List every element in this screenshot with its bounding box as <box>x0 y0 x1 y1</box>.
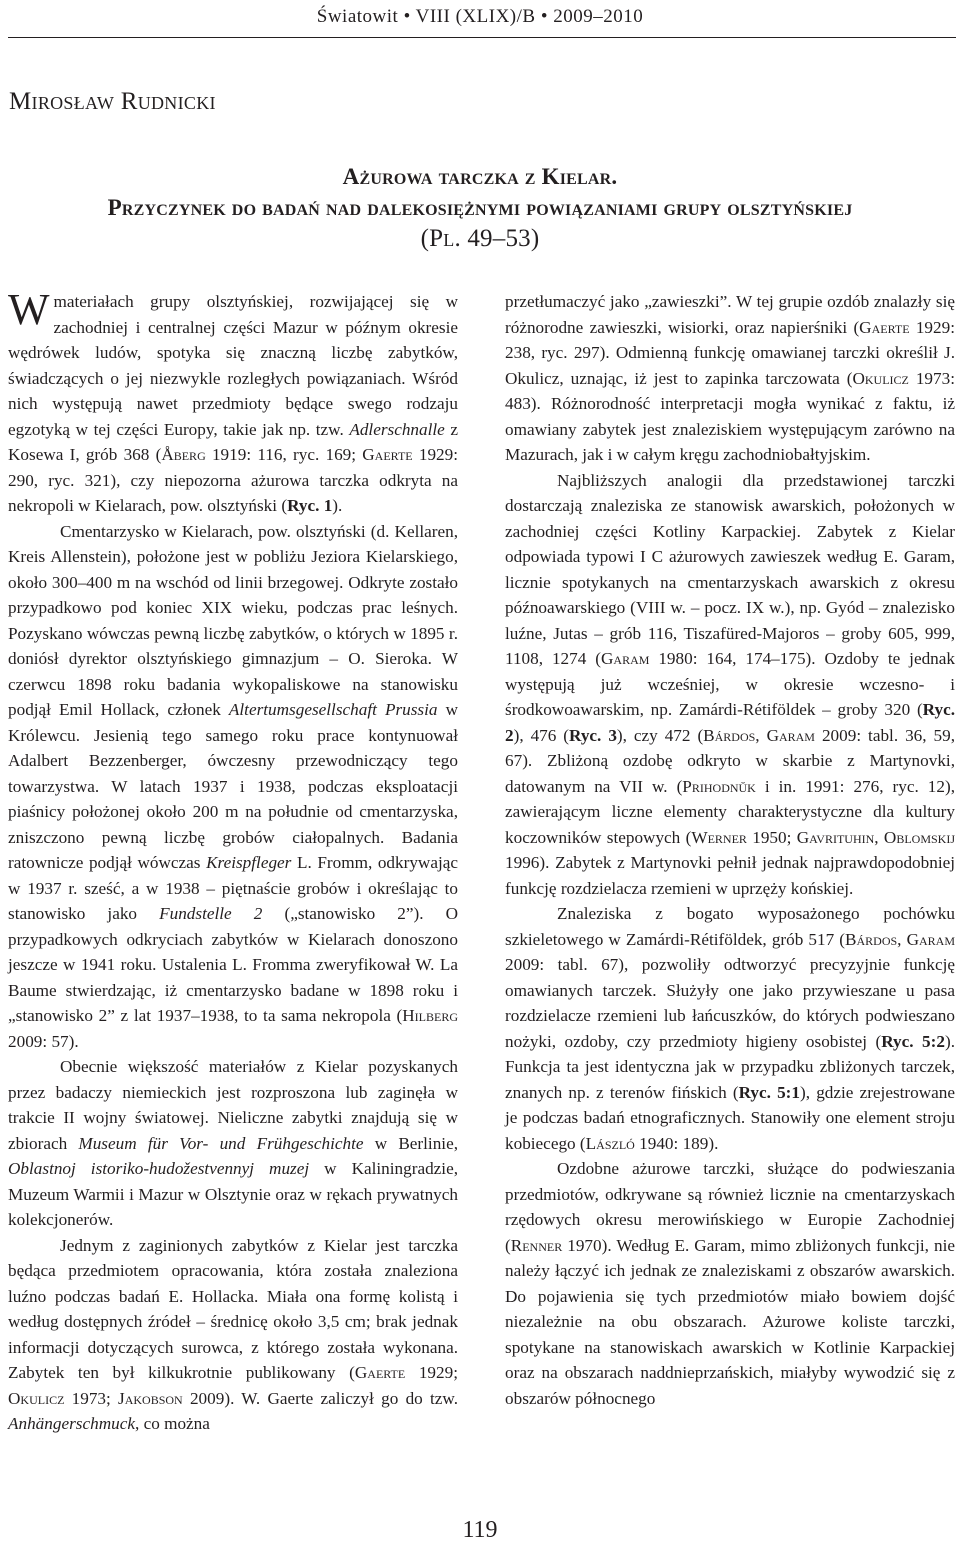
citation-author: Garam <box>600 649 650 668</box>
text-run: 1996). Zabytek z Martynovki pełnił jednak najprawdopodobniej funkcję rozdzielacza rzemieni w uprzęży końskiej. <box>505 853 955 898</box>
paragraph <box>8 285 459 519</box>
header-rule <box>8 37 956 38</box>
page-number: 119 <box>462 1517 498 1543</box>
text-run: 2009). W. Gaerte zaliczył go do tzw. <box>182 1388 458 1408</box>
text-run: 2009: 57). <box>8 1031 79 1051</box>
text-run: 1919: 116, ryc. 169; <box>205 445 363 464</box>
figure-ref: Ryc. 5:2 <box>881 1031 945 1051</box>
text-run: przetłumaczyć jako „zawieszki”. W tej grupie ozdób znalazły się różnorodne zawieszki, wisiorki, oraz napierśniki ( <box>505 292 955 337</box>
text-run: materiałach grupy olsztyńskiej, rozwijającej się w zachodniej i centralnej części Mazur w późnym okresie wędrówek ludów, spotyka się znaczną liczbę zabytków, świadczących o jej niezwykle rozległych powiązaniach. Wśród nich występują nawet przedmioty będące swego rodzaju egzotyką w tej części Europy, takie jak np. tzw. <box>8 292 458 439</box>
citation-author: Renner <box>510 1235 563 1255</box>
italic-term: Kreispfleger <box>206 853 292 872</box>
text-run: 2009: tabl. 36, 59, 67). Zbliżoną ozdobę odkryto w skarbie z Martynovki, datowanym na VII w. ( <box>505 725 955 796</box>
text-run: 1973: 483). Różnorodność interpretacji mogła wynikać z faktu, iż omawiany zabytek jest znaleziskiem występującym zarówno na Mazurach, jak i w całym kręgu zachodniobałtyjskim. <box>505 368 955 464</box>
citation-author: Okulicz <box>8 1388 65 1408</box>
text-run: Jednym z zaginionych zabytków z Kielar jest tarczka będąca przedmiotem opracowania, która została znaleziona luźno podczas badań E. Hollacka. Miała ona formę kolistą i według dostępnych źródeł – średnicę około 3,5 cm; brak jednak informacji dotyczących surowca, z którego została wykonana. Zabytek ten był kilkukrotnie publikowany ( <box>8 1235 458 1382</box>
left-column <box>8 285 459 1437</box>
text-run: 1970). Według E. Garam, mimo zbliżonych funkcji, nie należy łączyć ich jednak ze znaleziskami z obszarów awarskich. Do pojawienia się tych przedmiotów miało bowiem dojść niezależnie na obu obszarach. Ażurowe koliste tarczki, spotykane na stanowiskach awarskich w Kotlinie Karpackiej oraz na obszarach naddnieprzańskich, miałyby wywodzić się z obszarów północnego <box>505 1235 955 1408</box>
citation-author: Bárdos, Garam <box>845 929 956 949</box>
right-column <box>505 289 955 1411</box>
italic-term: Fundstelle 2 <box>159 904 263 923</box>
text-run: 2009: tabl. 67), pozwoliły odtworzyć precyzyjnie funkcję omawianych tarczek. Służyły one jako przywieszane u pasa rozdzielacze rzemieni lub łańcuszków, do których podwieszano nożyki, ozdoby, czy przedmioty higieny osobistej ( <box>505 955 955 1051</box>
paragraph <box>8 519 458 1055</box>
citation-author: Gaerte <box>354 1363 406 1382</box>
paragraph <box>505 468 955 902</box>
text-run: L. Fromm, odkrywając w 1937 r. sześć, a w 1938 – piętnaście grobów i określając to stanowisko jako <box>8 853 458 923</box>
citation-author: Okulicz <box>852 368 909 388</box>
text-run: 1940: 189). <box>634 1133 719 1153</box>
text-run: Obecnie większość materiałów z Kielar pozyskanych przez badaczy niemieckich jest rozproszona lub zaginęła w trakcie II wojny światowej. Nieliczne zabytki znajdują się w zbiorach <box>8 1057 458 1153</box>
text-run: w Królewcu. Jesienią tego samego roku prace kontynuował Adalbert Bezzenberger, ówczesny przewodniczący tego towarzystwa. W latach 1937 i 1938, podczas eksploatacji piaśnicy położonej około 200 m na południe od cmentarzyska, zniszczono pewną liczbę grobów ciałopalnych. Badania ratownicze podjął wówczas <box>8 700 459 872</box>
article-title <box>0 161 960 254</box>
citation-author: Prihodnŭk <box>682 776 756 796</box>
figure-ref: Ryc. 3 <box>569 725 617 745</box>
paragraph <box>505 289 955 468</box>
text-run: ). <box>332 496 343 515</box>
text-run: ). Funkcja ta jest identyczna jak w przypadku zbliżonych tarczek, znanych np. z terenów fińskich ( <box>505 1031 955 1102</box>
drop-cap: W <box>8 285 50 334</box>
text-run: , co można <box>134 1414 210 1433</box>
text-run: ), gdzie zrejestrowane je podczas badań etnograficznych. Stanowiły one element stroju kobiecego ( <box>505 1082 955 1153</box>
text-run: ), czy 472 ( <box>616 725 704 745</box>
text-run: 1980: 164, 174–175). Ozdoby te jednak występują już wcześniej, w okresie wczesno- i środkowoawarskim, np. Zamárdi-Rétiföldek – groby 320 ( <box>505 649 955 719</box>
text-run: 1950; <box>746 827 797 847</box>
text-run: 1929: 290, ryc. 321), czy niepozorna ażurowa tarczka odkryta na nekropoli w Kielarach, pow. olsztyński ( <box>8 445 459 515</box>
text-run: ), 476 ( <box>513 725 570 745</box>
text-run: 1929: 238, ryc. 297). Odmienną funkcję omawianej tarczki określił J. Okulicz, uznając, iż jest to zapinka tarczowata ( <box>505 317 955 388</box>
citation-author: László <box>585 1133 635 1153</box>
figure-ref: Ryc. 2 <box>505 700 955 745</box>
title-line-1: Ażurowa tarczka z Kielar. <box>342 164 618 189</box>
text-run: Ozdobne ażurowe tarczki, służące do podwieszania przedmiotów, odkrywane są również licznie na cmentarzyskach rzędowych okresu merowińskiego w Europie Zachodniej ( <box>505 1159 955 1255</box>
author-name: Mirosław Rudnicki <box>9 88 216 115</box>
citation-author: Gaerte <box>859 317 910 337</box>
running-head: Światowit • VIII (XLIX)/B • 2009–2010 <box>316 6 644 27</box>
citation-author: Åberg <box>161 445 206 464</box>
figure-ref: Ryc. 1 <box>287 496 333 515</box>
text-run: i in. 1991: 276, ryc. 12), zawierającym liczne elementy charakterystyczne dla kultury koczowników stepowych ( <box>505 776 955 847</box>
citation-author: Werner <box>691 827 747 847</box>
text-run: 1973; <box>64 1388 119 1408</box>
italic-term: Museum für Vor- und Frühgeschichte <box>78 1133 364 1153</box>
text-run: z Kosewa I, grób 368 ( <box>8 419 458 464</box>
text-run: w Kaliningradzie, Muzeum Warmii i Mazur w Olsztynie oraz w rękach prywatnych kolekcjonerów. <box>8 1159 458 1229</box>
italic-term: Altertumsgesellschaft Prussia <box>228 700 438 719</box>
figure-ref: Ryc. 5:1 <box>738 1082 801 1102</box>
text-run: 1929; <box>405 1363 458 1382</box>
italic-term: Anhängerschmuck <box>8 1414 135 1433</box>
text-run: w Berlinie, <box>363 1133 459 1153</box>
title-plates: (Pl. 49–53) <box>420 225 540 252</box>
title-line-2: Przyczynek do badań nad dalekosiężnymi powiązaniami grupy olsztyńskiej <box>107 195 853 220</box>
citation-author: Jakobson <box>118 1388 183 1408</box>
italic-term: Adlerschnalle <box>349 419 445 439</box>
paragraph <box>8 1054 458 1233</box>
citation-author: Bárdos, Garam <box>703 725 815 745</box>
citation-author: Hilberg <box>402 1006 458 1025</box>
text-run: Cmentarzysko w Kielarach, pow. olsztyński (d. Kellaren, Kreis Allenstein), położone jest w pobliżu Jeziora Kielarskiego, około 300–400 m na wschód od linii brzegowej. Odkryte zostało przypadkowo pod koniec XIX wieku, podczas prac leśnych. Pozyskano wówczas pewną liczbę zabytków, o których w 1895 r. doniósł dyrektor olsztyńskiego gimnazjum – O. Sieroka. W czerwcu 1898 roku badania wykopaliskowe na stanowisku podjął Emil Hollack, członek <box>8 521 458 719</box>
paragraph <box>505 1156 955 1411</box>
citation-author: Gavrituhin, Oblomskij <box>796 827 955 847</box>
text-run: Znaleziska z bogato wyposażonego pochówku szkieletowego w Zamárdi-Rétiföldek, grób 517 ( <box>505 904 955 949</box>
text-run: Najbliższych analogii dla przedstawionej tarczki dostarczają znaleziska ze stanowisk awarskich, położonych w zachodniej części Kotliny Karpackiej. Zabytek z Kielar odpowiada typowi I C ażurowych zawieszek według E. Garam, licznie spotykanych na cmentarzyskach awarskich z okresu późnoawarskiego (VIII w. – pocz. IX w.), np. Gyód – znalezisko luźne, Jutas – grób 116, Tiszafüred-Majoros – groby 605, 999, 1108, 1274 ( <box>505 470 955 668</box>
paragraph <box>505 901 955 1156</box>
citation-author: Gaerte <box>362 445 413 464</box>
paragraph <box>8 1233 458 1437</box>
text-run: („stanowisko 2”). O przypadkowych odkryciach zabytków w Kielarach donoszono jeszcze w 1941 roku. Ustalenia L. Fromma zweryfikował W. La Baume stwierdzając, iż cmentarzysko badane w 1898 roku i „stanowisko 2” z lat 1937–1938, to ta sama nekropola ( <box>8 904 458 1025</box>
italic-term: Oblastnoj istoriko-hudožestvennyj muzej <box>8 1159 310 1178</box>
